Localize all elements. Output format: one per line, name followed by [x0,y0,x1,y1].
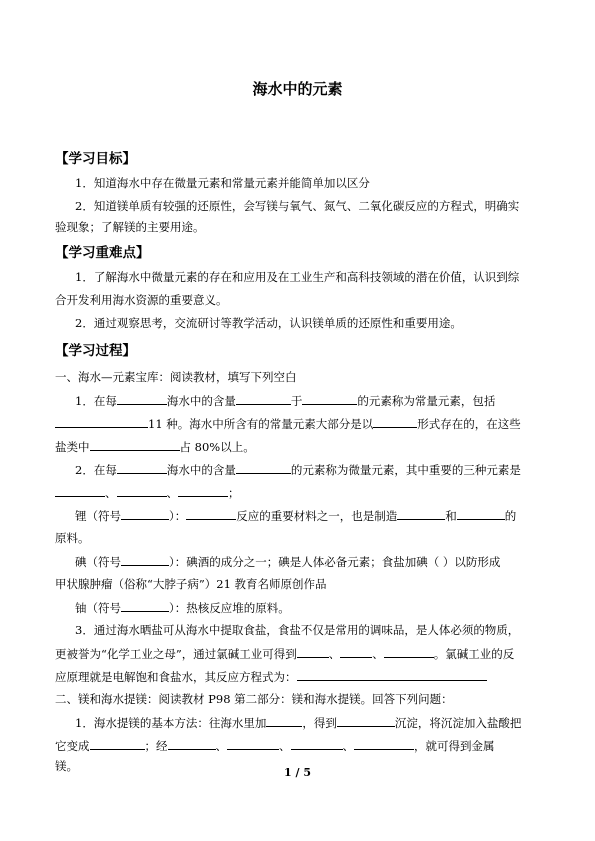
fill-blank[interactable] [236,392,291,405]
fill-blank[interactable] [117,461,167,474]
key-point-2: 2．通过观察思考，交流研讨等教学活动，认识镁单质的还原性和重要用途。 [75,316,462,330]
uranium-line: 铀（符号 ）：热核反应堆的原料。 [75,601,290,615]
heading-key-points: 【学习重难点】 [55,245,150,261]
fill-blank[interactable] [297,668,487,681]
fill-blank[interactable] [384,645,434,658]
fill-blank[interactable] [397,507,445,520]
fill-blank[interactable] [297,645,329,658]
fill-blank[interactable] [121,507,169,520]
magnesium-line-1: 1．海水提镁的基本方法：往海水里加 ，得到 沉淀，将沉淀加入盐酸把 [75,716,522,730]
goal-item-2-line-2: 验现象；了解镁的主要用途。 [55,220,205,234]
key-point-1-line-2: 合开发利用海水资源的重要意义。 [55,293,228,307]
fill-blank[interactable] [117,392,167,405]
question-3-line-2: 更被誉为“化学工业之母”，通过氯碱工业可得到 、 、 。氯碱工业的反 [55,647,515,661]
heading-goals: 【学习目标】 [55,151,136,167]
fill-blank[interactable] [55,484,105,497]
fill-blank[interactable] [302,392,357,405]
fill-blank[interactable] [236,461,291,474]
question-3-line-3: 应原理就是电解饱和食盐水，其反应方程式为： [55,668,487,685]
fill-blank[interactable] [121,599,169,612]
fill-blank[interactable] [55,415,148,428]
fill-blank[interactable] [266,714,302,727]
section-2-heading: 二、镁和海水提镁：阅读教材 P98 第二部分：镁和海水提镁。回答下列问题： [55,692,453,706]
magnesium-line-2: 它变成 ；经 、 、 、 ，就可得到金属 [55,739,495,753]
question-1-line-2: 11 种。海水中所含有的常量元素大部分是以 形式存在的，在这些 [55,415,521,432]
iodine-line-1: 碘（符号 ）：碘酒的成分之一；碘是人体必备元素；食盐加碘（ ）以防形成 [75,555,501,569]
key-point-1-line-1: 1．了解海水中微量元素的存在和应用及在工业生产和高科技领域的潜在价值，认识到综 [75,270,520,284]
fill-blank[interactable] [168,737,216,750]
document-title: 海水中的元素 [252,80,343,98]
lithium-line-2: 原料。 [55,531,90,545]
fill-blank[interactable] [340,645,372,658]
fill-blank[interactable] [291,737,343,750]
heading-process: 【学习过程】 [55,343,136,359]
fill-blank[interactable] [90,438,180,451]
fill-blank[interactable] [227,737,279,750]
fill-blank[interactable] [457,507,505,520]
question-1-line-1: 1．在每 海水中的含量 于 的元素称为常量元素，包括 [75,394,496,408]
question-1-line-3: 盐类中 占 80%以上。 [55,440,255,454]
fill-blank[interactable] [354,737,414,750]
question-3-line-1: 3．通过海水晒盐可从海水中提取食盐，食盐不仅是常用的调味品，是人体必须的物质， [75,623,520,637]
fill-blank[interactable] [117,484,167,497]
fill-blank[interactable] [373,415,417,428]
fill-blank[interactable] [337,714,395,727]
fill-blank[interactable] [186,507,236,520]
fill-blank[interactable] [90,737,145,750]
iodine-line-2: 甲状腺肿瘤（俗称“大脖子病”）21 教育名师原创作品 [55,577,327,591]
fill-blank[interactable] [178,484,228,497]
lithium-line-1: 锂（符号 ）： 反应的重要材料之一，也是制造 和 的 [75,509,517,523]
goal-item-1: 1．知道海水中存在微量元素和常量元素并能简单加以区分 [75,176,370,190]
section-1-heading: 一、海水—元素宝库：阅读教材，填写下列空白 [55,370,297,384]
page-number: 1 / 5 [284,766,311,779]
fill-blank[interactable] [121,553,169,566]
goal-item-2-line-1: 2．知道镁单质有较强的还原性，会写镁与氧气、氮气、二氧化碳反应的方程式，明确实 [75,199,520,213]
question-2-line-2: 、 、 ； [55,484,240,501]
magnesium-line-3: 镁。 [55,759,78,773]
question-2-line-1: 2．在每 海水中的含量 的元素称为微量元素，其中重要的三种元素是 [75,463,521,477]
